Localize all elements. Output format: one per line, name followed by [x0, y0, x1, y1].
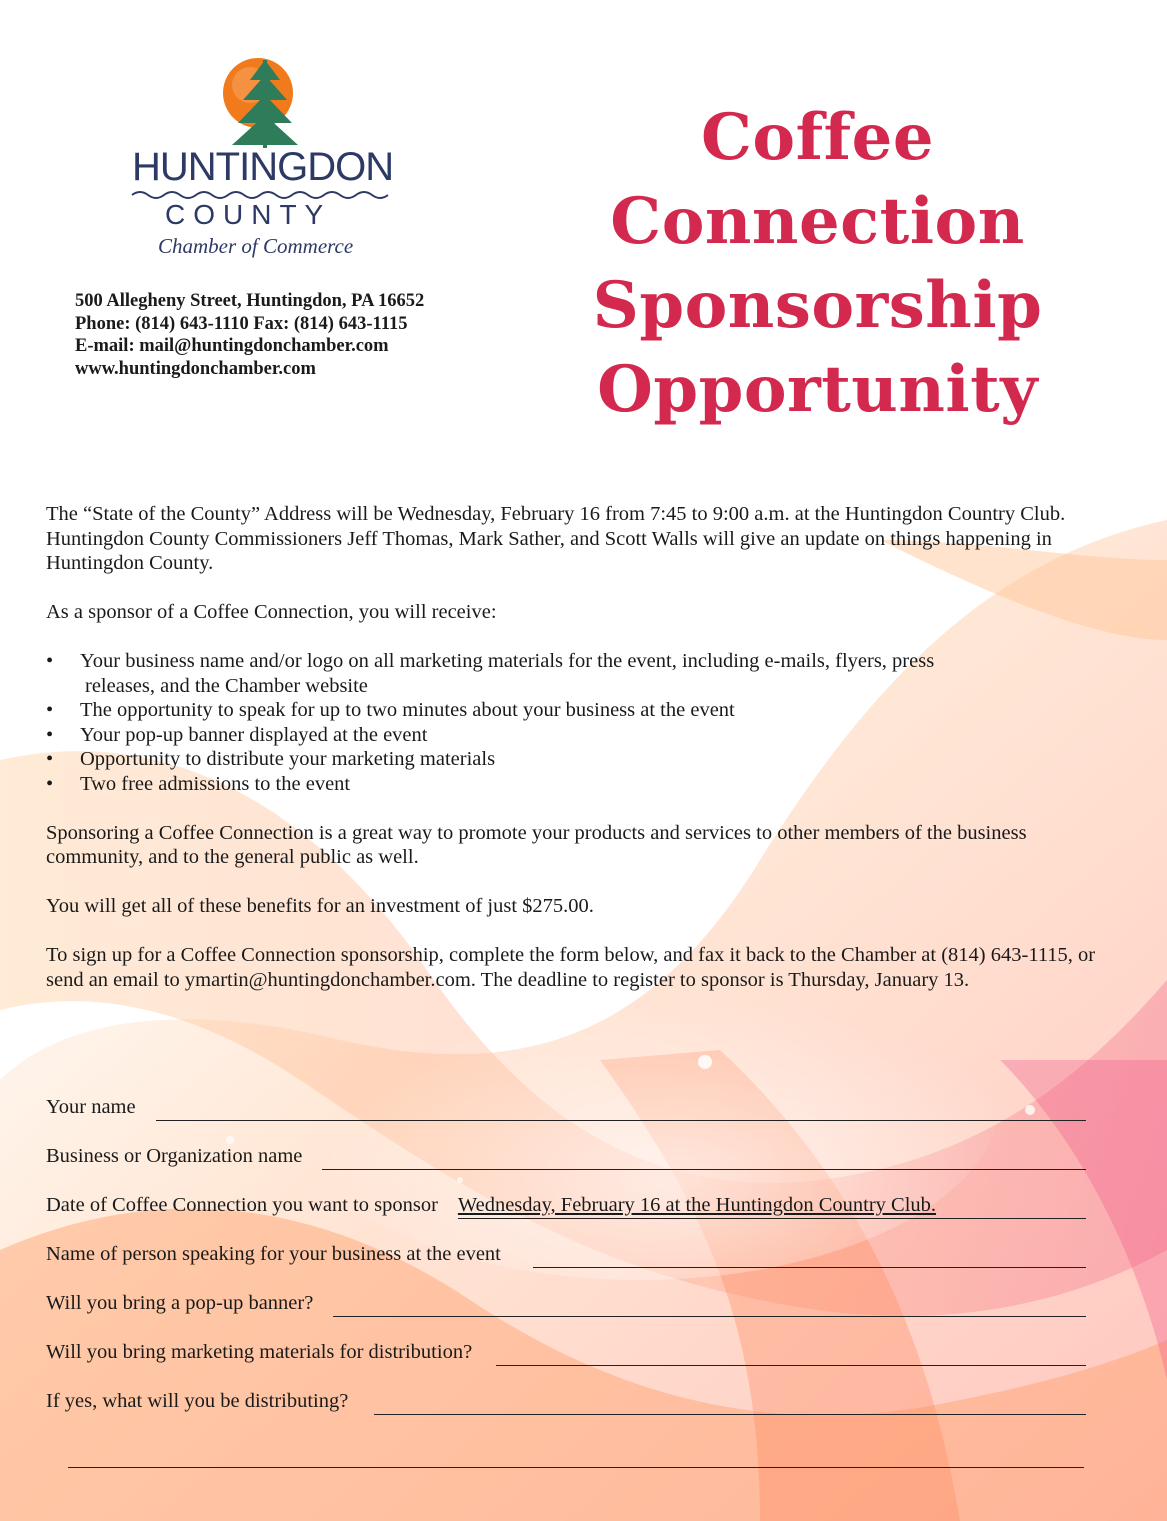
banner-label: Will you bring a pop-up banner? — [46, 1292, 314, 1314]
distributing-label: If yes, what will you be distributing? — [46, 1390, 349, 1412]
materials-field[interactable] — [496, 1341, 1086, 1366]
address: 500 Allegheny Street, Huntingdon, PA 16652 — [75, 291, 425, 311]
logo-county: COUNTY — [165, 199, 332, 230]
your-name-field[interactable] — [156, 1096, 1086, 1121]
form-row-business — [46, 1145, 1086, 1194]
form-row-date — [46, 1194, 1086, 1243]
extra-answer-line[interactable] — [68, 1466, 1084, 1468]
your-name-label: Your name — [46, 1096, 136, 1118]
chamber-logo — [110, 55, 400, 265]
page-title — [540, 96, 1095, 432]
title-line-3: Opportunity — [597, 352, 1038, 427]
distributing-field[interactable] — [374, 1390, 1086, 1415]
speaker-field[interactable] — [533, 1243, 1086, 1268]
intro-paragraph: The “State of the County” Address will be Wednesday, February 16 from 7:45 to 9:00 a.m. at the Huntingdon Country Club. Huntingdon County Commissioners Jeff Thomas, Mark Sather, and Scott Walls will give an update on things happening in Huntingdon County. — [46, 503, 1066, 574]
sponsor-form — [46, 1096, 1086, 1439]
form-row-speaker — [46, 1243, 1086, 1292]
business-label: Business or Organization name — [46, 1145, 303, 1167]
banner-field[interactable] — [333, 1292, 1086, 1317]
form-row-banner — [46, 1292, 1086, 1341]
website: www.huntingdonchamber.com — [75, 358, 316, 379]
contact-info — [75, 290, 424, 380]
list-item: • Your pop-up banner displayed at the event — [46, 723, 1121, 748]
signup-paragraph: To sign up for a Coffee Connection sponsorship, complete the form below, and fax it back to the Chamber at (814) 643-1115, or send an email to ymartin@huntingdonchamber.com. The deadline to register to sponsor is Thursday, January 13. — [46, 944, 1096, 991]
receive-intro: As a sponsor of a Coffee Connection, you will receive: — [46, 601, 497, 623]
benefits-list — [46, 649, 1121, 796]
email: E-mail: mail@huntingdonchamber.com — [75, 336, 389, 356]
list-item: • Two free admissions to the event — [46, 772, 1121, 797]
form-row-your-name — [46, 1096, 1086, 1145]
speaker-label: Name of person speaking for your business at the event — [46, 1243, 501, 1265]
form-row-distributing — [46, 1390, 1086, 1439]
date-label: Date of Coffee Connection you want to sponsor — [46, 1194, 438, 1216]
title-line-1: Coffee Connection — [610, 100, 1025, 259]
date-field[interactable] — [458, 1194, 1086, 1219]
materials-label: Will you bring marketing materials for distribution? — [46, 1341, 473, 1363]
business-field[interactable] — [322, 1145, 1086, 1170]
investment-paragraph: You will get all of these benefits for an investment of just $275.00. — [46, 895, 594, 917]
date-value: Wednesday, February 16 at the Huntingdon Country Club. — [457, 1194, 937, 1216]
list-item: • Your business name and/or logo on all marketing materials for the event, including e-mails, flyers, press releases, and the Chamber website — [46, 649, 1121, 698]
phone-fax: Phone: (814) 643-1110 Fax: (814) 643-1115 — [75, 313, 408, 334]
list-item: • Opportunity to distribute your marketing materials — [46, 747, 1121, 772]
logo-tagline: Chamber of Commerce — [158, 234, 354, 258]
promote-paragraph: Sponsoring a Coffee Connection is a great way to promote your products and services to other members of the business community, and to the general public as well. — [46, 821, 1027, 868]
form-row-materials — [46, 1341, 1086, 1390]
list-item: • The opportunity to speak for up to two minutes about your business at the event — [46, 698, 1121, 723]
logo-name: HUNTINGDON — [132, 145, 394, 189]
title-line-2: Sponsorship — [592, 268, 1043, 343]
body-text — [46, 502, 1121, 1017]
